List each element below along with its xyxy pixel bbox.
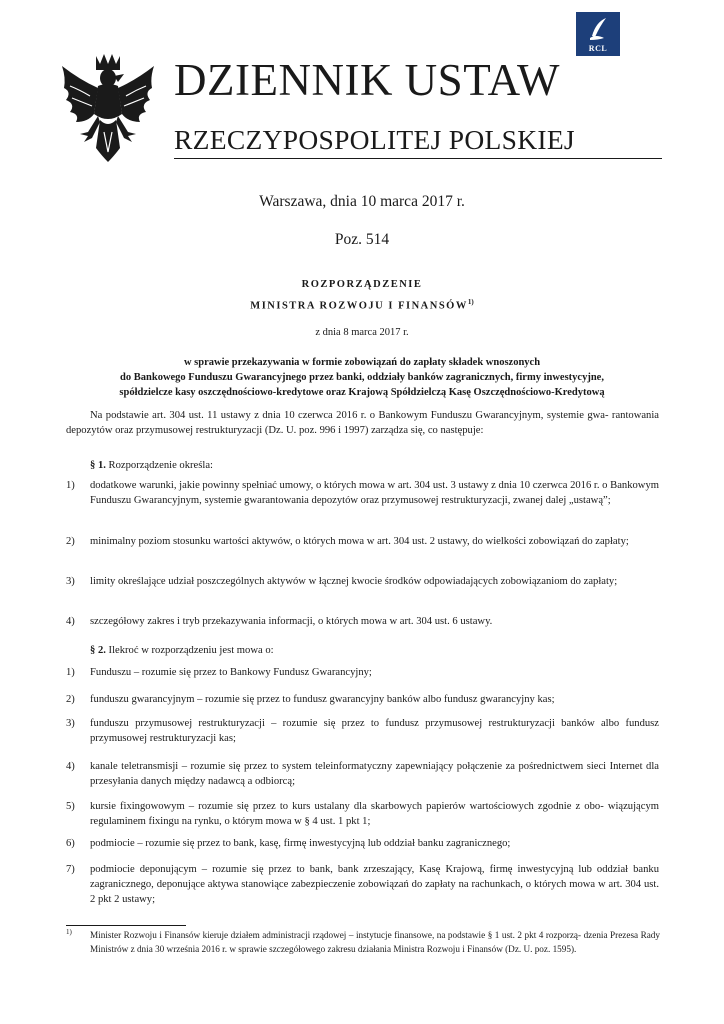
rcl-logo (576, 12, 620, 56)
act-subject-line: do Bankowego Funduszu Gwarancyjnego przez banki, oddziały banków zagranicznych, firmy inwestycyjne, (120, 372, 604, 383)
list-item: kursie fixingowowym – rozumie się przez to kurs ustalany dla skarbowych papierów wartościowych zgodnie z obo- wiązującym regulaminem fixingu na rynku, o którym mowa w § 4 ust. 1 pkt 1; (90, 801, 659, 827)
list-item-number: 4) (66, 761, 75, 772)
list-item-number: 7) (66, 864, 75, 875)
list-item-number: 3) (66, 576, 75, 587)
list-item: Funduszu – rozumie się przez to Bankowy Fundusz Gwarancyjny; (90, 667, 372, 678)
polish-eagle-emblem-icon (58, 52, 158, 164)
list-item-number: 1) (66, 667, 75, 678)
header-divider (174, 158, 662, 159)
footnote-reference: 1) (467, 298, 474, 306)
list-item: minimalny poziom stosunku wartości aktywów, o których mowa w art. 304 ust. 2 ustawy, do wielkości zobowiązań do zapłaty; (90, 536, 629, 547)
list-item-number: 5) (66, 801, 75, 812)
issue-date: Warszawa, dnia 10 marca 2017 r. (259, 193, 465, 210)
list-item: funduszu gwarancyjnym – rozumie się przez to fundusz gwarancyjny banków albo fundusz gwarancyjny kas; (90, 694, 555, 705)
list-item: szczegółowy zakres i tryb przekazywania informacji, o których mowa w art. 304 ust. 6 ustawy. (90, 616, 493, 627)
preamble: Na podstawie art. 304 ust. 11 ustawy z dnia 10 czerwca 2016 r. o Bankowym Funduszu Gwarancyjnym, systemie gwa- rantowania depozytów oraz przymusowej restrukturyzacji (Dz. U. poz. 996 i 1997) zarządza się, co następuje: (66, 410, 659, 436)
section-1-intro (90, 458, 213, 473)
position-number: Poz. 514 (334, 231, 390, 248)
list-item-number: 1) (66, 480, 75, 491)
list-item-number: 3) (66, 718, 75, 729)
act-issuer-name: MINISTRA ROZWOJU I FINANSÓW (250, 300, 468, 312)
list-item-number: 6) (66, 838, 75, 849)
act-subject-line: spółdzielcze kasy oszczędnościowo-kredytowe oraz Krajową Spółdzielczą Kasę Oszczędnościowo-Kredytową (119, 387, 605, 398)
footnote-divider (66, 925, 186, 926)
list-item-number: 2) (66, 536, 75, 547)
list-item: kanale teletransmisji – rozumie się przez to system teleinformatyczny zapewniający połączenie za pośrednictwem sieci Internet dla przesyłania danych między nadawcą a odbiorcą; (90, 761, 659, 787)
list-item: podmiocie deponującym – rozumie się przez to bank, bank zrzeszający, Kasę Krajową, firmę inwestycyjną lub oddział banku zagranicznego, deponujące aktywa stanowiące zabezpieczenie zobowiązań do zapłaty na rachunkach, o których mowa w art. 304 ust. 2 pkt 2 ustawy; (90, 864, 659, 905)
list-item-number: 2) (66, 694, 75, 705)
section-heading: § 2. (90, 645, 106, 656)
act-issuer (40, 298, 684, 312)
list-item: dodatkowe warunki, jakie powinny spełniać umowy, o których mowa w art. 304 ust. 3 ustawy z dnia 10 czerwca 2016 r. o Bankowym Funduszu Gwarancyjnym, systemie gwarantowania depozytów oraz przymusowej restrukturyzacji, zwanej dalej „ustawą”; (90, 480, 659, 506)
list-item: funduszu przymusowej restrukturyzacji – rozumie się przez to fundusz przymusowej restrukturyzacji banków albo fundusz przymusowej restrukturyzacji kas; (90, 718, 659, 744)
section-lead: Ilekroć w rozporządzeniu jest mowa o: (108, 645, 274, 656)
gazette-subtitle: RZECZYPOSPOLITEJ POLSKIEJ (174, 124, 575, 155)
act-subject (40, 355, 684, 400)
section-2-intro (90, 643, 274, 658)
section-heading: § 1. (90, 460, 106, 471)
footnote-text: Minister Rozwoju i Finansów kieruje działem administracji rządowej – instytucje finansowe, na podstawie § 1 ust. 2 pkt 4 rozporzą- dzenia Prezesa Rady Ministrów z dnia 30 września 2016 r. w sprawie szczegółowego zakresu działania Ministra Rozwoju i Finansów (Dz. U. poz. 1595). (90, 930, 660, 954)
act-subject-line: w sprawie przekazywania w formie zobowiązań do zapłaty składek wnoszonych (183, 357, 541, 368)
gazette-title: DZIENNIK USTAW (174, 55, 560, 105)
list-item-number: 4) (66, 616, 75, 627)
act-date: z dnia 8 marca 2017 r. (315, 327, 409, 338)
section-lead: Rozporządzenie określa: (108, 460, 213, 471)
act-type: ROZPORZĄDZENIE (301, 279, 423, 290)
rcl-logo-text: RCL (588, 44, 608, 53)
list-item: podmiocie – rozumie się przez to bank, kasę, firmę inwestycyjną lub oddział banku zagranicznego; (90, 838, 511, 849)
footnote-number: 1) (66, 928, 72, 936)
list-item: limity określające udział poszczególnych aktywów w łącznej kwocie środków odpowiadających zobowiązaniom do zapłaty; (90, 576, 618, 587)
